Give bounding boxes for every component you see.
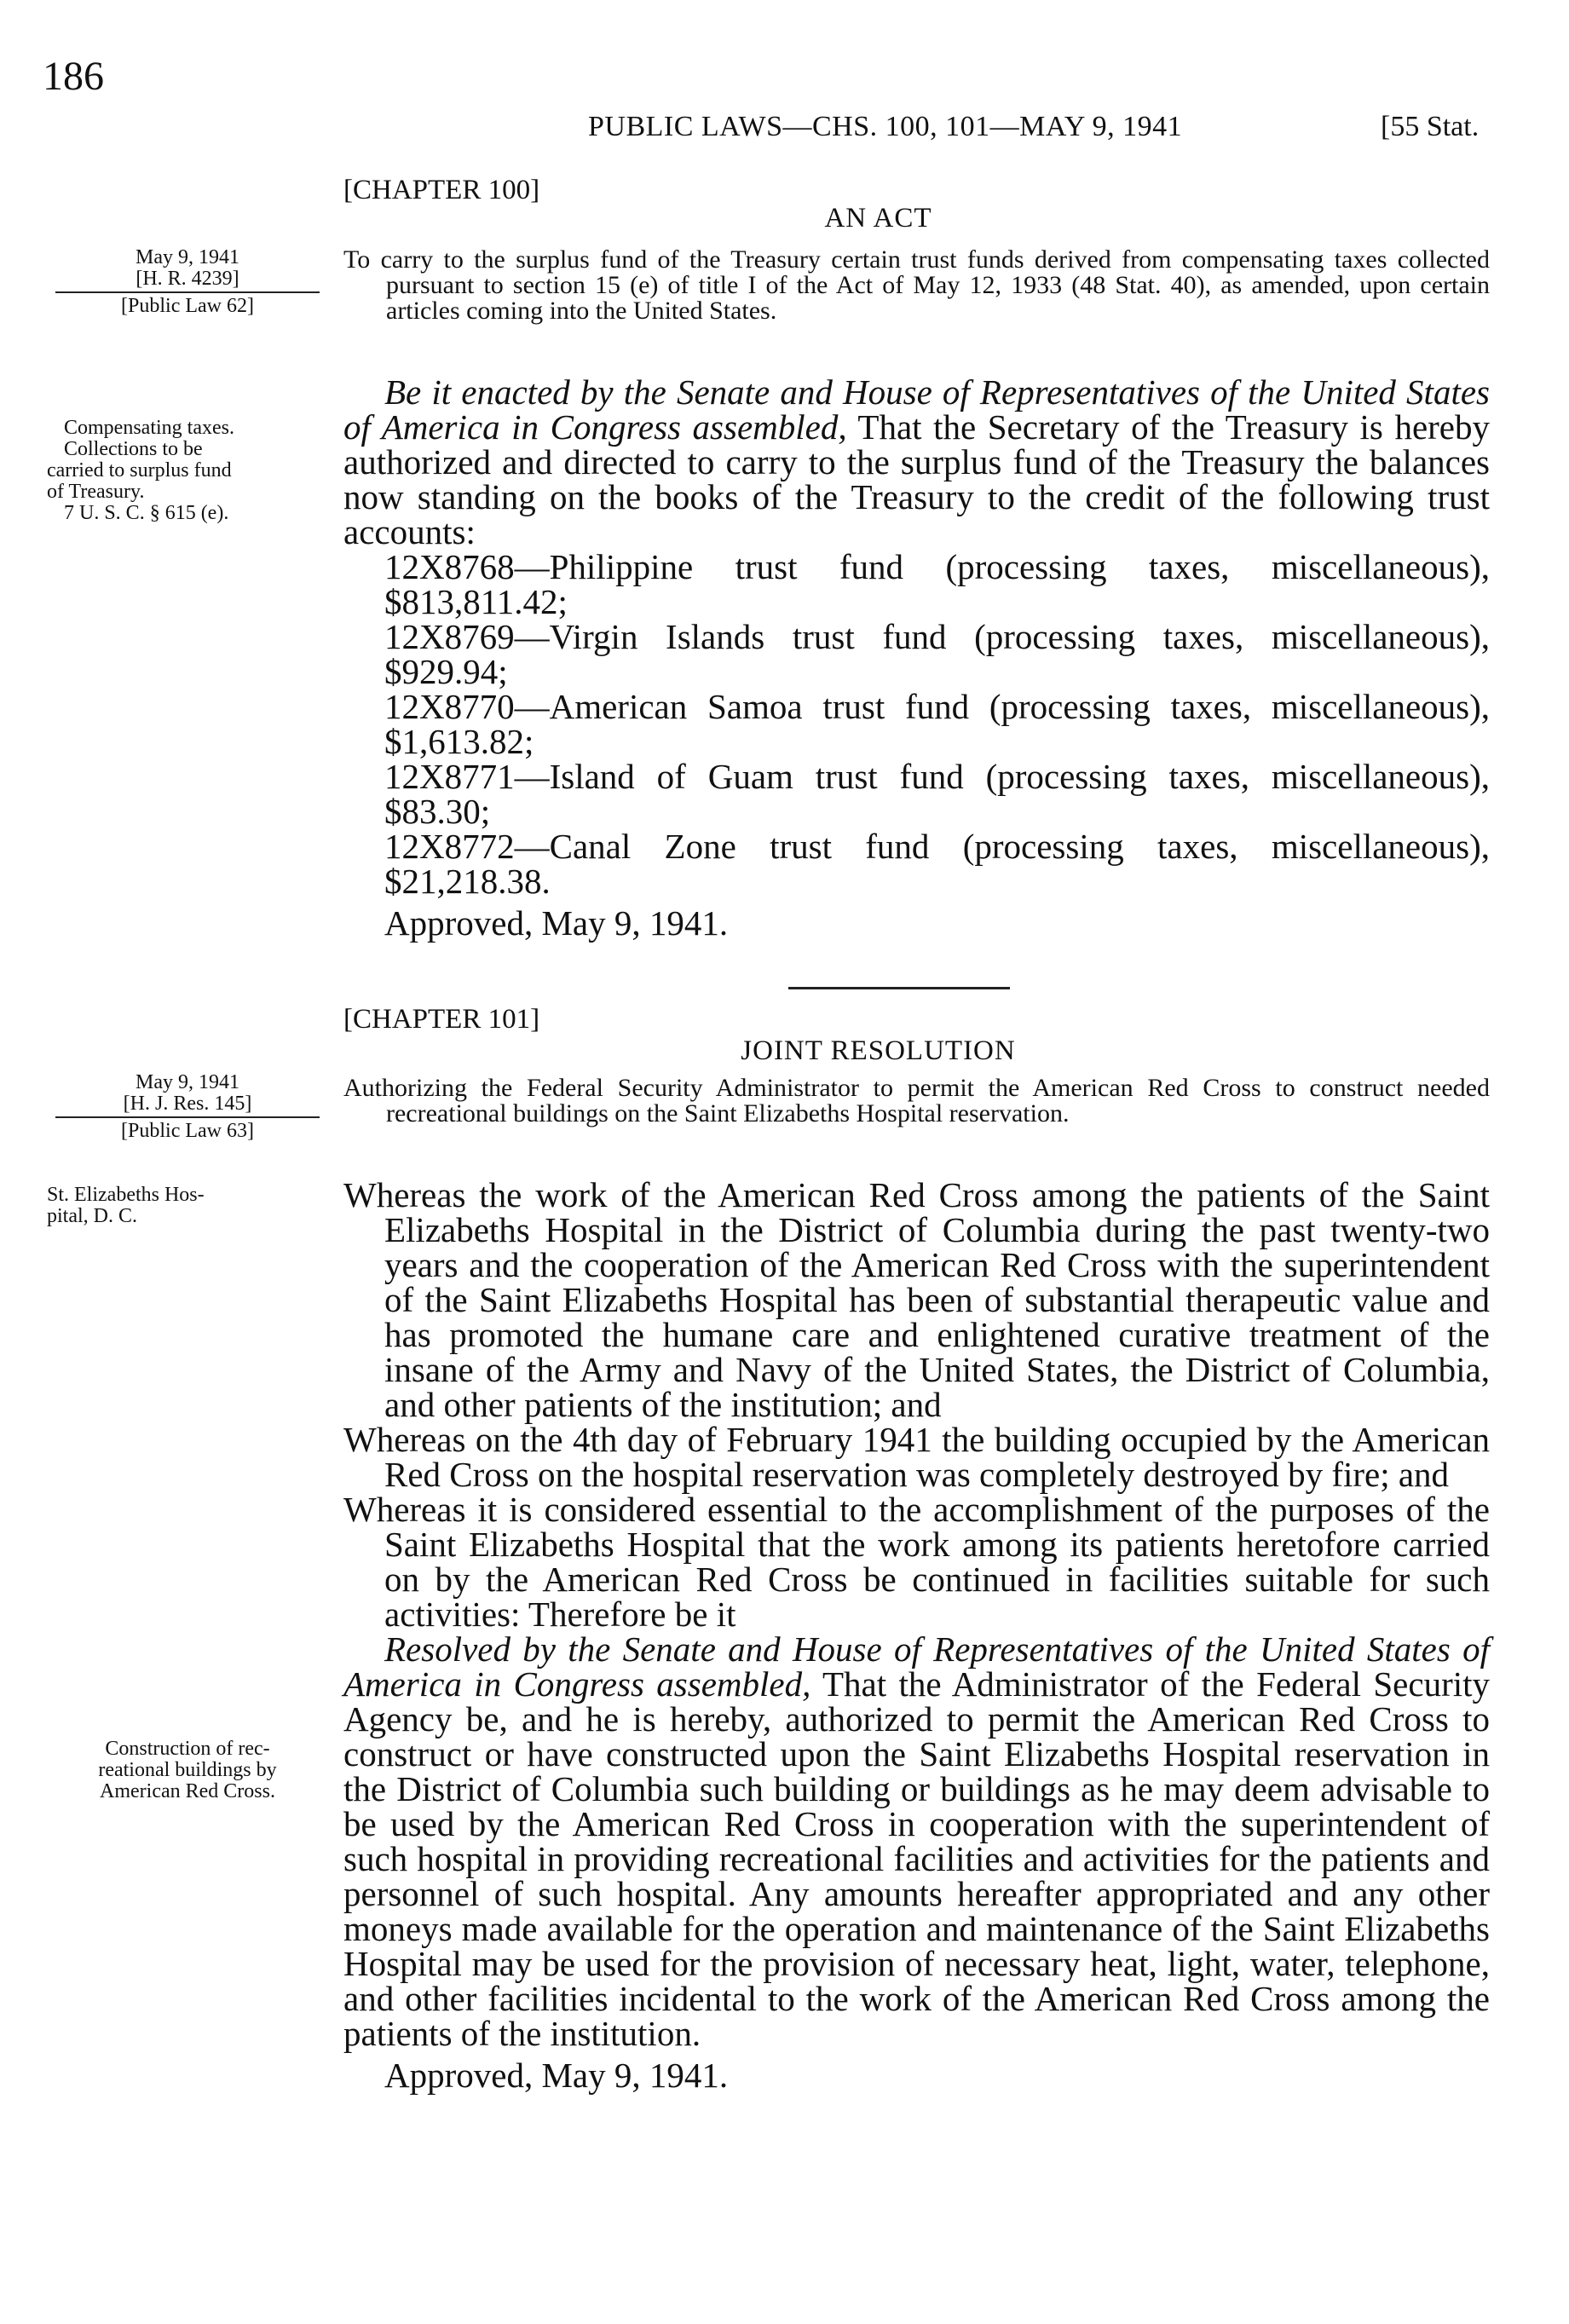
- trust-account-item: 12X8772—Canal Zone trust fund (processing taxes, miscellaneous), $21,218.38.: [384, 827, 1490, 901]
- enacting-clause-italic: Be it enacted by the Senate and House of Representatives of the United States of America in Congress assembled,: [343, 372, 1490, 447]
- margin-note-line: Collections to be: [64, 438, 203, 460]
- volume-reference: [55 Stat.: [1381, 111, 1480, 142]
- trust-account-item: 12X8768—Philippine trust fund (processing taxes, miscellaneous), $813,811.42;: [384, 547, 1490, 621]
- running-head: PUBLIC LAWS—CHS. 100, 101—MAY 9, 1941: [588, 111, 1183, 142]
- chapter-101-summary: Authorizing the Federal Security Administrator to permit the American Red Cross to construct needed recreational buildings on the Saint Elizabeths Hospital reservation.: [343, 1074, 1490, 1127]
- whereas-clause: Whereas it is considered essential to the accomplishment of the purposes of the Saint Elizabeths Hospital that the work among its patients heretofore carried on by the American Red Cross be continued in facilities suitable for such activities: Therefore be it: [343, 1490, 1490, 1634]
- margin-note-line: of Treasury.: [47, 481, 145, 503]
- margin-public-law: [Public Law 63]: [121, 1120, 254, 1142]
- chapter-101-body: [343, 1175, 1491, 2095]
- trust-account-item: 12X8770—American Samoa trust fund (processing taxes, miscellaneous), $1,613.82;: [384, 687, 1490, 761]
- margin-bill-number: [H. R. 4239]: [136, 268, 239, 290]
- section-divider: [788, 987, 1010, 989]
- margin-bill-number: [H. J. Res. 145]: [123, 1093, 252, 1115]
- margin-note-title: Compensating taxes.: [64, 417, 234, 439]
- margin-public-law: [Public Law 62]: [121, 295, 254, 317]
- margin-note-line: St. Elizabeths Hos-: [47, 1184, 205, 1206]
- chapter-101-heading: JOINT RESOLUTION: [741, 1035, 1016, 1066]
- chapter-100-heading: AN ACT: [824, 203, 932, 234]
- whereas-clause: Whereas on the 4th day of February 1941 the building occupied by the American Red Cross on the hospital reservation was completely destroyed by fire; and: [343, 1420, 1490, 1494]
- margin-note-line: pital, D. C.: [47, 1205, 137, 1227]
- margin-note-line: reational buildings by: [98, 1759, 277, 1781]
- chapter-101-approved: Approved, May 9, 1941.: [384, 2056, 729, 2095]
- margin-note-line: carried to surplus fund: [47, 459, 232, 482]
- trust-account-item: 12X8769—Virgin Islands trust fund (processing taxes, miscellaneous), $929.94;: [384, 617, 1490, 691]
- chapter-100-approved: Approved, May 9, 1941.: [384, 903, 729, 943]
- chapter-100-margin-citation: [47, 247, 328, 317]
- margin-note-construction: [47, 1739, 328, 1802]
- margin-date: May 9, 1941: [136, 246, 239, 268]
- page-number: 186: [43, 54, 104, 99]
- enacting-clause-text: That the Secretary of the Treasury is hereby authorized and directed to carry to the surplus fund of the Treasury the balances now standing on the books of the Treasury to the credit of the following trust accounts:: [343, 407, 1490, 551]
- margin-note-line: American Red Cross.: [100, 1780, 275, 1802]
- resolving-clause-italic: Resolved by the Senate and House of Representatives of the United States of America in Congress assembled,: [343, 1629, 1490, 1704]
- whereas-clause: Whereas the work of the American Red Cross among the patients of the Saint Elizabeths Hospital in the District of Columbia during the past twenty-two years and the cooperation of the American Red Cross with the superintendent of the Saint Elizabeths Hospital has been of substantial therapeutic value and has promoted the humane care and enlightened curative treatment of the insane of the Army and Navy of the United States, the District of Columbia, and other patients of the institution; and: [343, 1175, 1490, 1424]
- chapter-100-body: [343, 372, 1490, 943]
- chapter-100-label: [CHAPTER 100]: [343, 175, 540, 205]
- chapter-101-margin-citation: [47, 1072, 328, 1142]
- margin-note-compensating-taxes: [47, 418, 328, 524]
- resolving-clause-text: That the Administrator of the Federal Security Agency be, and he is hereby, authorized to permit the American Red Cross to construct or have constructed upon the Saint Elizabeths Hospital reservation in the District of Columbia such building or buildings as he may deem advisable to be used by the American Red Cross in cooperation with the superintendent of such hospital in providing recreational facilities and activities for the patients and personnel of such hospital. Any amounts hereafter appropriated and any other moneys made available for the operation and maintenance of the Saint Elizabeths Hospital may be used for the provision of necessary heat, light, water, telephone, and other facilities incidental to the work of the American Red Cross among the patients of the institution.: [343, 1664, 1491, 2053]
- margin-note-st-elizabeths: [47, 1185, 328, 1227]
- chapter-101-label: [CHAPTER 101]: [343, 1004, 540, 1035]
- chapter-100-summary: To carry to the surplus fund of the Treasury certain trust funds derived from compensating taxes collected pursuant to section 15 (e) of title I of the Act of May 12, 1933 (48 Stat. 40), as amended, upon certain articles coming into the United States.: [343, 245, 1490, 325]
- margin-date: May 9, 1941: [136, 1071, 239, 1093]
- margin-rule: [55, 291, 320, 293]
- margin-note-citation: 7 U. S. C. § 615 (e).: [64, 502, 229, 524]
- margin-note-line: Construction of rec-: [105, 1738, 270, 1760]
- resolving-clause: [343, 1629, 1491, 2053]
- trust-account-item: 12X8771—Island of Guam trust fund (processing taxes, miscellaneous), $83.30;: [384, 757, 1490, 831]
- enacting-clause: [343, 372, 1490, 551]
- margin-rule: [55, 1116, 320, 1118]
